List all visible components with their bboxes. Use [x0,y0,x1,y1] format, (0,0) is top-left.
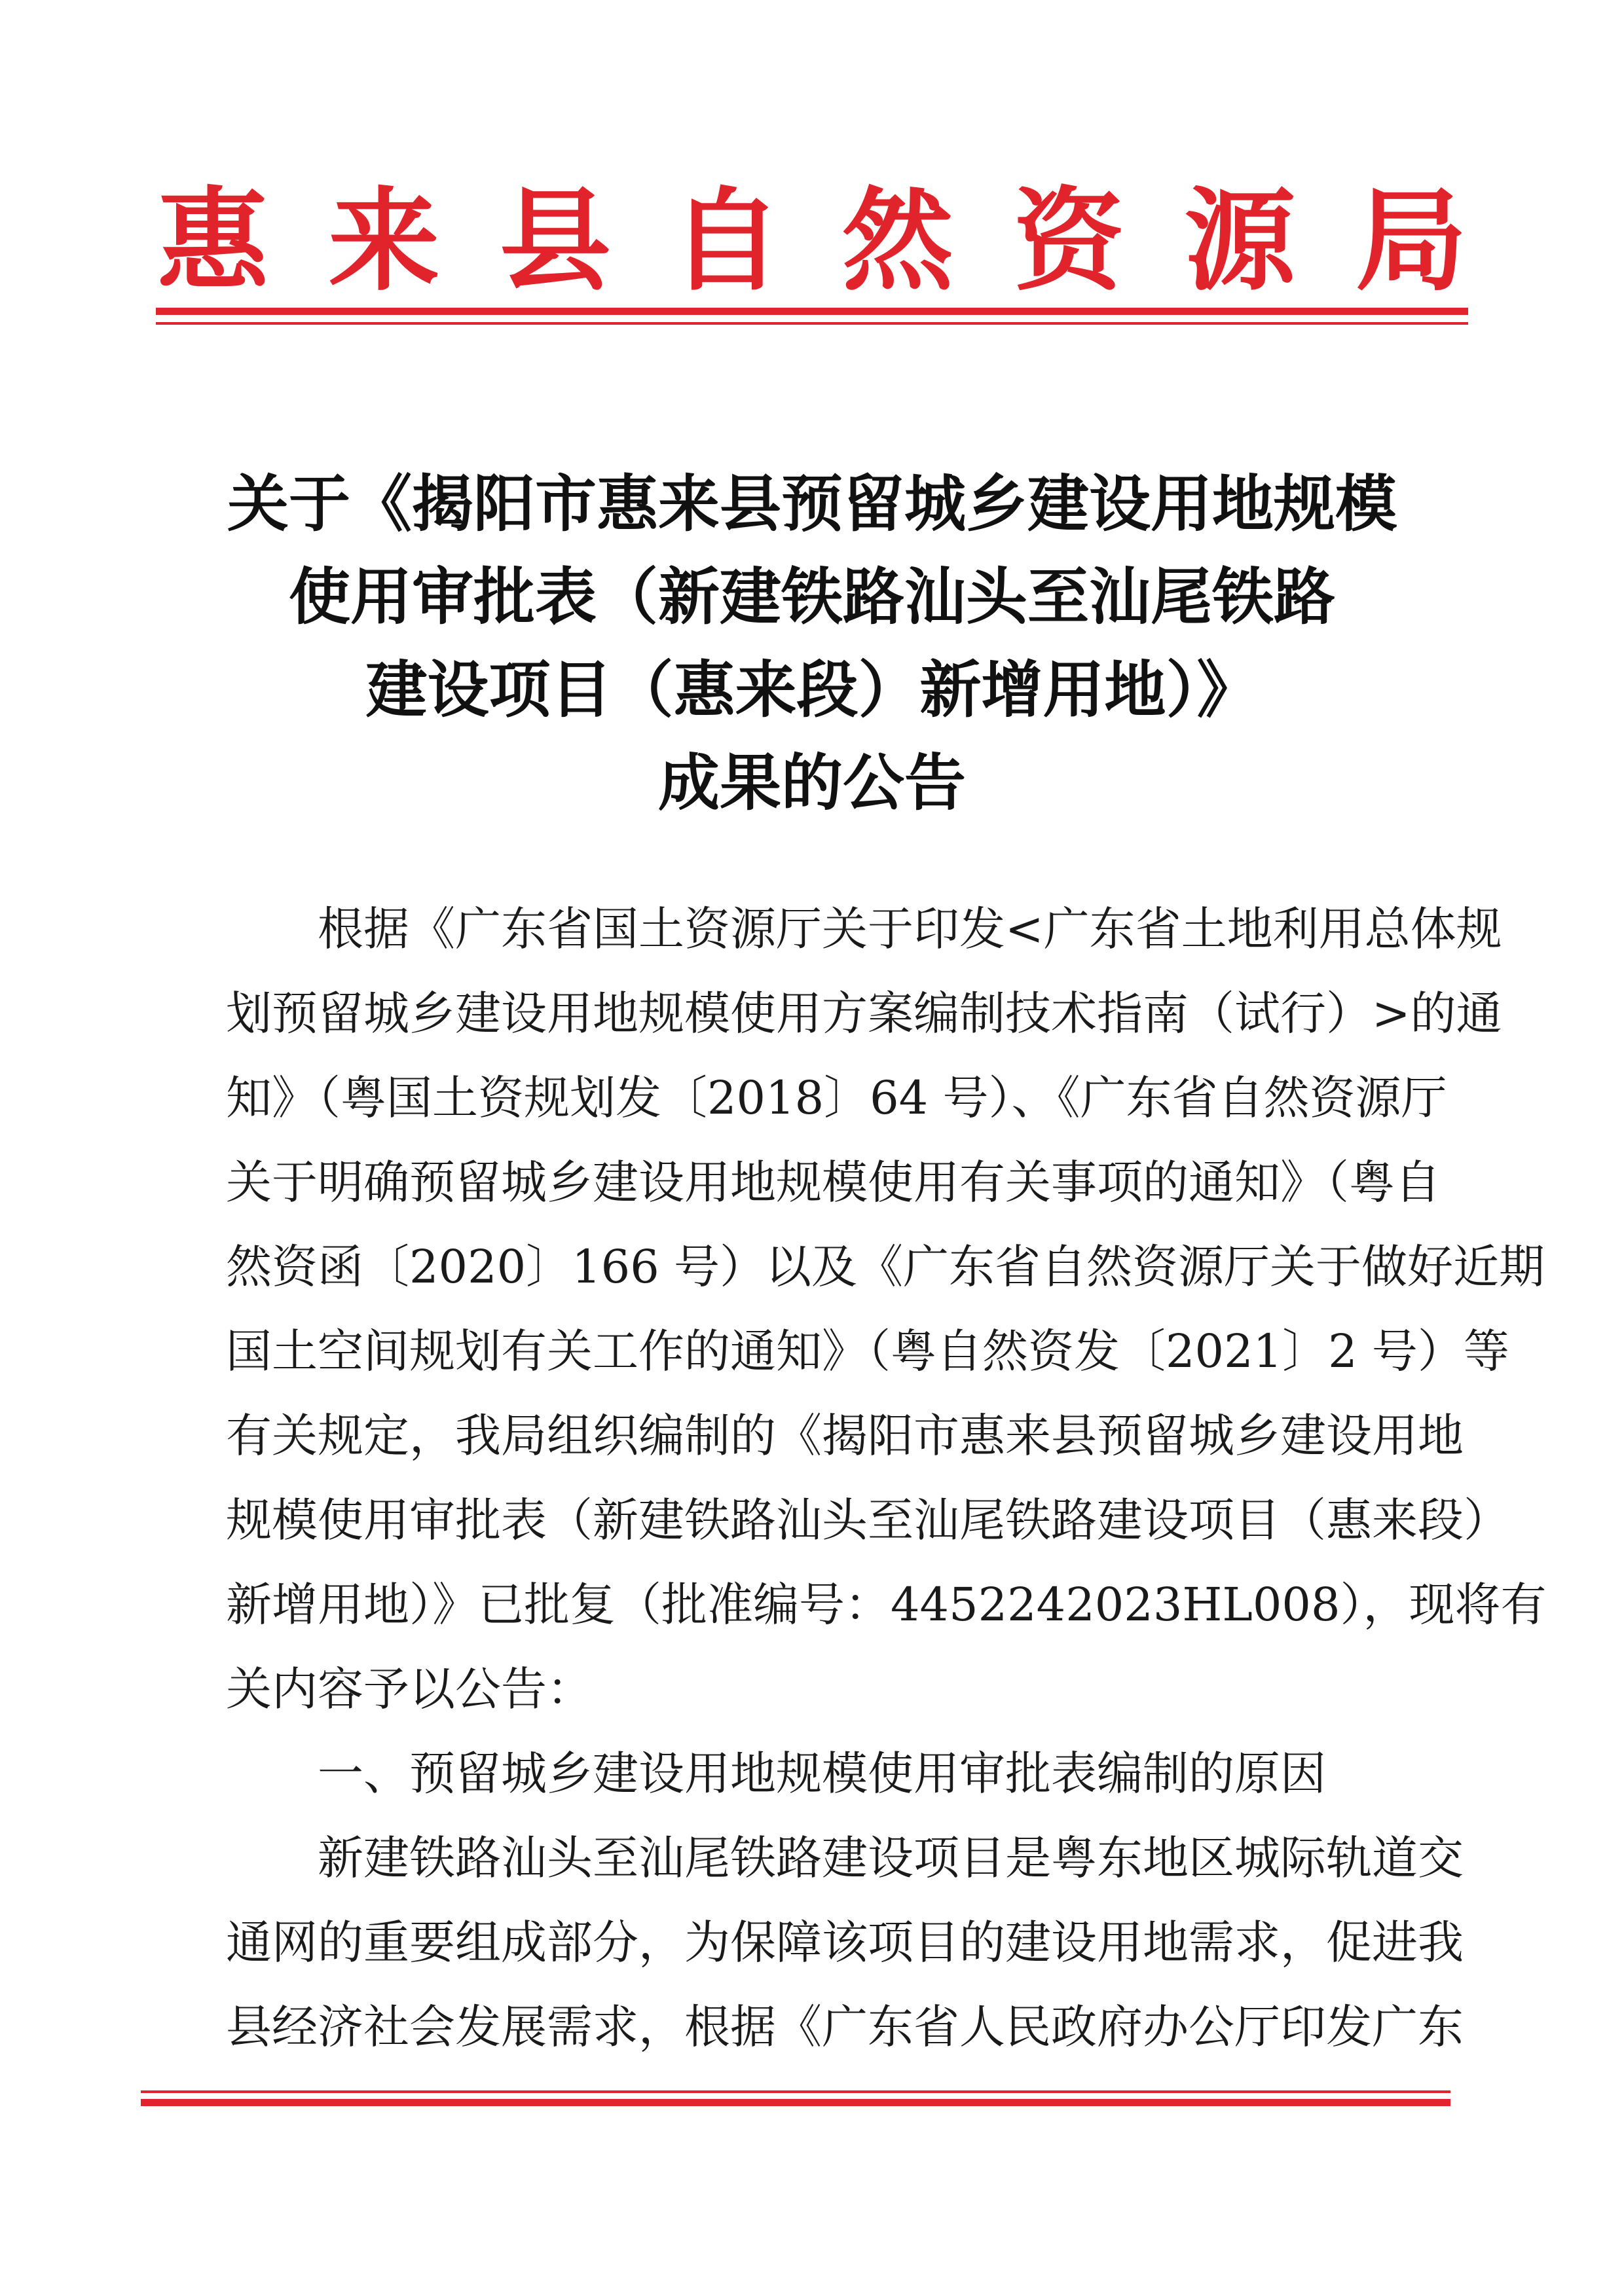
letterhead-rule-thin [156,322,1468,325]
letterhead-char: 然 [841,175,953,306]
body-line: 根据《广东省国土资源厅关于印发<广东省土地利用总体规 [318,902,1502,956]
letterhead-char: 局 [1355,175,1467,306]
footer-rule-thin [141,2090,1450,2093]
title-line: 建设项目（惠来段）新增用地）》 [365,655,1259,726]
body-line: 规模使用审批表（新建铁路汕头至汕尾铁路建设项目（惠来段） [226,1493,1509,1547]
letterhead-char: 来 [328,175,440,306]
body-line: 县经济社会发展需求，根据《广东省人民政府办公厅印发广东 [226,2000,1464,2054]
letterhead-char: 自 [671,175,783,306]
section-heading: 一、预留城乡建设用地规模使用审批表编制的原因 [318,1747,1326,1800]
footer-rule-thick [141,2099,1450,2106]
letterhead-org-name [157,175,1467,306]
body-line: 新建铁路汕头至汕尾铁路建设项目是粤东地区城际轨道交 [318,1831,1464,1885]
body-line: 通网的重要组成部分，为保障该项目的建设用地需求，促进我 [226,1916,1464,1969]
letterhead-rule-thick [156,308,1468,315]
letterhead-char: 惠 [157,175,269,306]
body-line: 有关规定，我局组织编制的《揭阳市惠来县预留城乡建设用地 [226,1409,1464,1463]
title-line: 使用审批表（新建铁路汕头至汕尾铁路 [288,562,1335,633]
body-line: 关于明确预留城乡建设用地规模使用有关事项的通知》（粤自 [226,1156,1441,1209]
body-line: 划预留城乡建设用地规模使用方案编制技术指南（试行）>的通 [226,987,1502,1040]
body-line: 然资函〔2020〕166 号）以及《广东省自然资源厅关于做好近期 [226,1240,1545,1294]
body-line: 新增用地）》已批复（批准编号：4452242023HL008），现将有 [226,1578,1547,1631]
title-line: 成果的公告 [657,748,966,819]
letterhead-char: 县 [499,175,611,306]
title-line: 关于《揭阳市惠来县预留城乡建设用地规模 [227,469,1397,540]
letterhead-char: 源 [1184,175,1296,306]
body-line: 关内容予以公告： [226,1662,593,1716]
body-line: 国土空间规划有关工作的通知》（粤自然资发〔2021〕2 号）等 [226,1324,1509,1378]
document-title [157,458,1467,830]
letterhead-char: 资 [1013,175,1125,306]
document-body [226,887,1547,2069]
body-line: 知》（粤国土资规划发〔2018〕64 号）、《广东省自然资源厅 [226,1071,1447,1125]
